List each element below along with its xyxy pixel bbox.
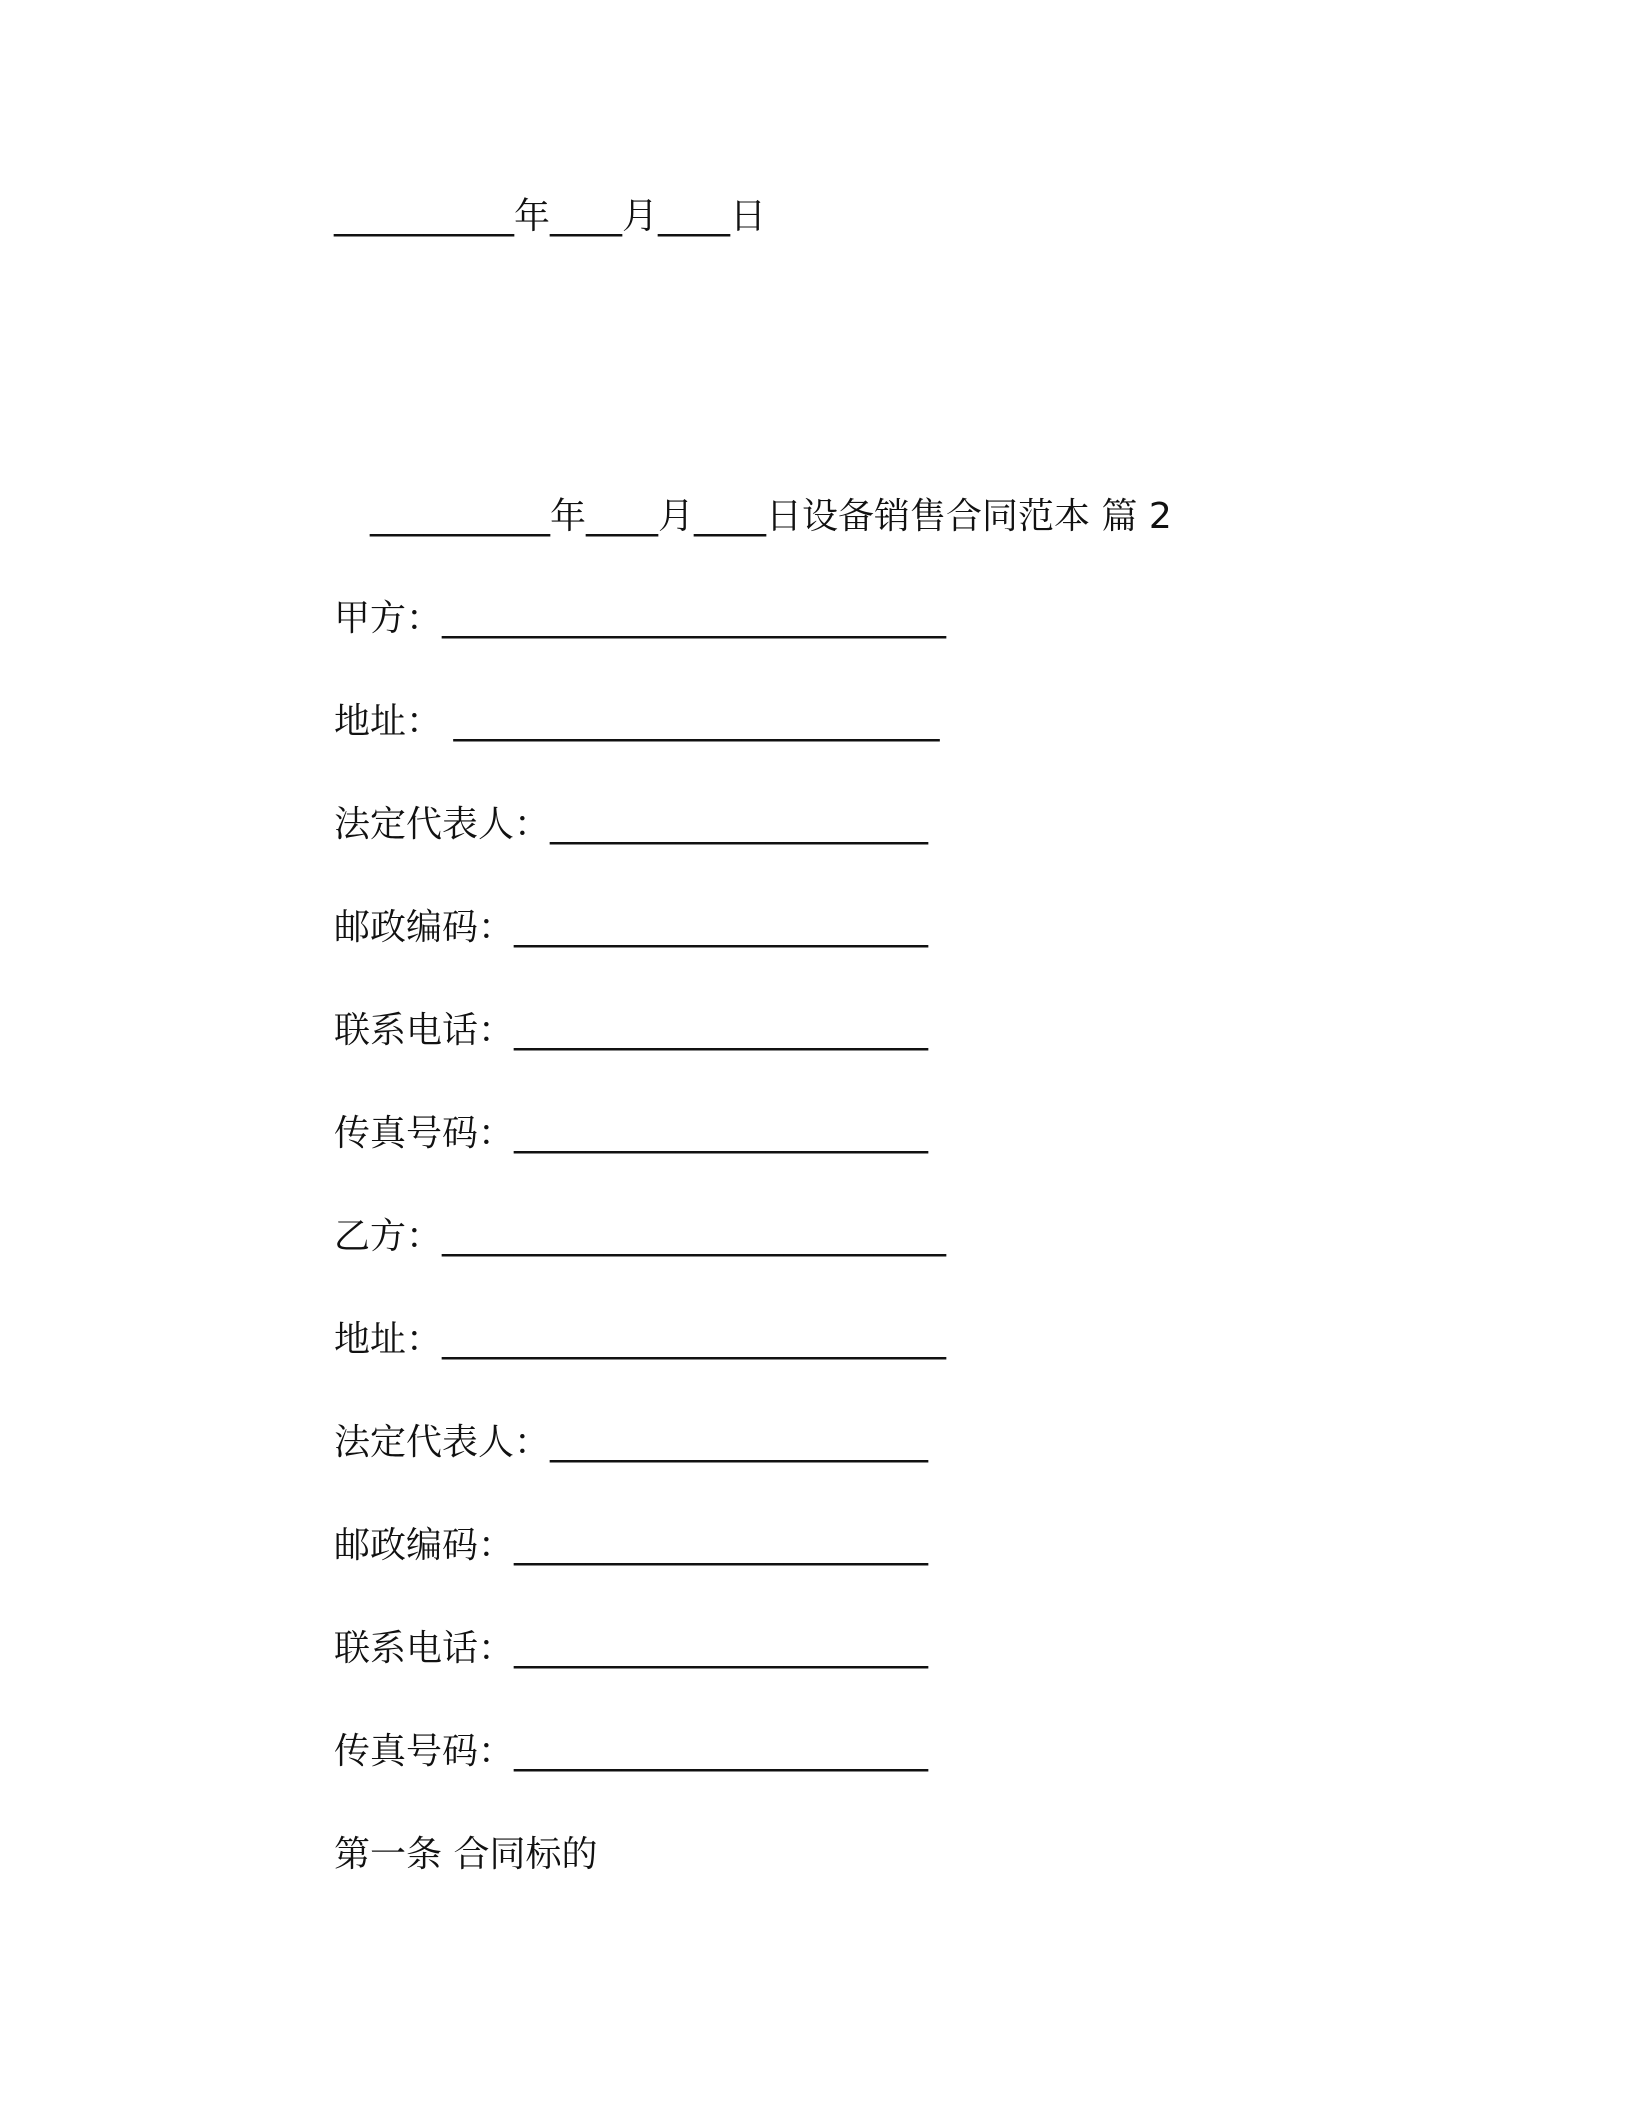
party-a-fax-line: 传真号码：_______________________ xyxy=(334,1113,929,1154)
party-a-name-line: 甲方：____________________________ xyxy=(334,598,947,639)
party-b-legal-rep-line: 法定代表人：_____________________ xyxy=(334,1422,929,1463)
party-b-address-line: 地址：____________________________ xyxy=(334,1319,947,1360)
party-b-phone-line: 联系电话：_______________________ xyxy=(334,1628,929,1669)
document-title: __________年____月____日设备销售合同范本 篇 2 xyxy=(370,496,1172,537)
party-b-postal-code-line: 邮政编码：_______________________ xyxy=(334,1525,929,1566)
party-a-postal-code-line: 邮政编码：_______________________ xyxy=(334,907,929,948)
top-date-line: __________年____月____日 xyxy=(334,196,766,237)
article-1-heading: 第一条 合同标的 xyxy=(334,1834,598,1875)
party-b-name-line: 乙方：____________________________ xyxy=(334,1216,947,1257)
party-a-address-line: 地址： ___________________________ xyxy=(334,701,940,742)
party-b-fax-line: 传真号码：_______________________ xyxy=(334,1731,929,1772)
party-a-legal-rep-line: 法定代表人：_____________________ xyxy=(334,804,929,845)
party-a-phone-line: 联系电话：_______________________ xyxy=(334,1010,929,1051)
